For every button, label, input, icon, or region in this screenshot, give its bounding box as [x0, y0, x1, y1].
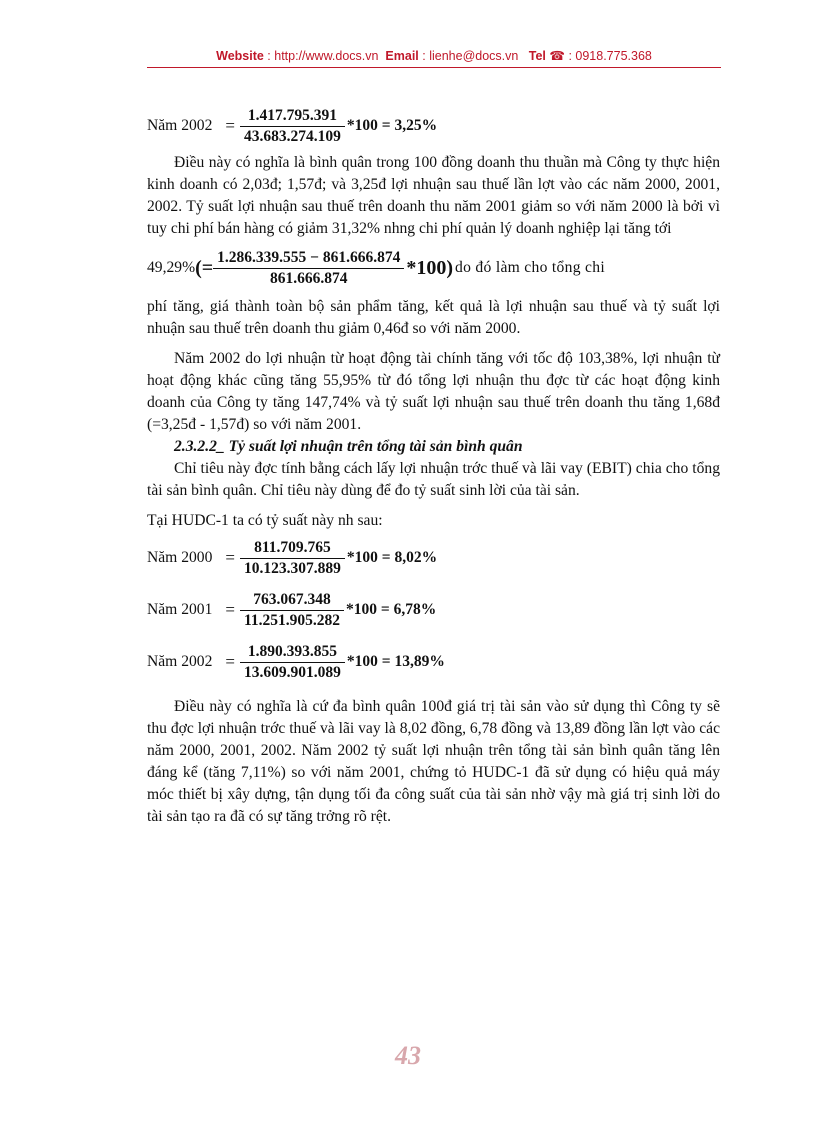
equals-sign: = — [225, 548, 235, 567]
equation-year: Năm 2002 — [147, 653, 213, 670]
intro-line: Tại HUDC-1 ta có tỷ suất này nh sau: — [147, 512, 383, 529]
website-sep: : — [263, 49, 275, 63]
section-heading: 2.3.2.2_ Tỷ suất lợi nhuận trên tổng tài sản bình quân — [174, 438, 523, 455]
fraction — [240, 538, 345, 579]
equation-result: *100 = 8,02% — [346, 549, 438, 566]
fraction-denominator: 11.251.905.282 — [244, 611, 341, 629]
tel-value: : 0918.775.368 — [564, 49, 652, 63]
inline-equation-suffix: do đó làm cho tổng chi — [455, 259, 605, 276]
inline-equation-prefix: 49,29% — [147, 259, 196, 276]
equation-result: *100 = 13,89% — [346, 653, 445, 670]
paragraph-3: Chỉ tiêu này đợc tính bằng cách lấy lợi nhuận trớc thuế và lãi vay (EBIT) chia cho tổng tài sản bình quân. Chỉ tiêu này dùng để đo tỷ suất sinh lời của tài sản. — [147, 460, 720, 499]
equation-year: Năm 2000 — [147, 549, 213, 566]
fraction-denominator: 13.609.901.089 — [244, 663, 341, 681]
equation-2002-roa — [147, 636, 720, 688]
inline-equation-open: (= — [195, 257, 214, 279]
fraction-denominator: 10.123.307.889 — [244, 559, 341, 577]
equation-2001-roa — [147, 584, 720, 636]
paragraph-2: Năm 2002 do lợi nhuận từ hoạt động tài chính tăng với tốc độ 103,38%, lợi nhuận từ hoạt động khác cũng tăng 55,95% từ đó tổng lợi nhuận thu đợc từ các hoạt động kinh doanh của Công ty tăng 147,74% và tỷ suất lợi nhuận sau thuế trên doanh thu tăng 1,68đ (=3,25đ - 1,57đ) so với năm 2001. — [147, 350, 720, 433]
fraction-numerator: 811.709.765 — [254, 538, 331, 556]
inline-equation-tail: *100) — [406, 257, 454, 279]
website-label: Website — [216, 49, 264, 63]
equation-year: Năm 2002 — [147, 117, 213, 134]
equals-sign: = — [225, 652, 235, 671]
equation-result: *100 = 6,78% — [346, 601, 437, 618]
fraction-numerator: 1.417.795.391 — [247, 106, 337, 124]
fraction-numerator: 1.890.393.855 — [247, 642, 337, 660]
equation-2002-net-margin — [147, 100, 720, 152]
website-url[interactable]: http://www.docs.vn — [274, 49, 379, 63]
fraction-numerator: 1.286.339.555 − 861.666.874 — [217, 248, 401, 266]
paragraph-1: Điều này có nghĩa là bình quân trong 100 đồng doanh thu thuần mà Công ty thực hiện kinh doanh có 2,03đ; 1,57đ; và 3,25đ lợi nhuận sau thuế lần lợt vào các năm 2000, 2001, 2002. Tỷ suất lợi nhuận sau thuế trên doanh thu năm 2001 giảm so với năm 2000 là bởi vì tuy chi phí bán hàng có giảm 31,32% nhng chi phí quản lý doanh nghiệp lại tăng tới — [147, 154, 720, 237]
telephone-icon: ☎ — [549, 49, 565, 63]
tel-label: Tel — [528, 49, 546, 63]
equation-year: Năm 2001 — [147, 601, 213, 618]
page-header — [147, 48, 721, 63]
equals-sign: = — [225, 600, 235, 619]
page-number: 43 — [395, 1041, 421, 1070]
email-value[interactable]: lienhe@docs.vn — [429, 49, 519, 63]
fraction — [240, 106, 345, 147]
paragraph-1-continued: phí tăng, giá thành toàn bộ sản phẩm tăng, kết quả là lợi nhuận sau thuế và tỷ suất lợi nhuận sau thuế trên doanh thu giảm 0,46đ so với năm 2000. — [147, 298, 720, 337]
inline-equation-admin-cost — [147, 240, 720, 296]
fraction-numerator: 763.067.348 — [253, 590, 331, 608]
equation-2000-roa — [147, 532, 720, 584]
header-rule — [147, 67, 721, 68]
email-label: Email — [385, 49, 419, 63]
paragraph-4: Điều này có nghĩa là cứ đa bình quân 100đ giá trị tài sản vào sử dụng thì Công ty sẽ thu đợc lợi nhuận trớc thuế và lãi vay là 8,02 đồng, 6,78 đồng và 13,89 đồng lần lợt vào các năm 2000, 2001, 2002. Năm 2002 tỷ suất lợi nhuận trên tổng tài sản bình quân tăng lên đáng kể (tăng 7,11%) so với năm 2001, chứng tỏ HUDC-1 đã sử dụng có hiệu quả máy móc thiết bị xây dựng, tận dụng tối đa công suất của tài sản nhờ vậy mà giá trị sinh lời do tài sản tạo ra đã có sự tăng trởng rõ rệt. — [147, 698, 720, 825]
fraction — [240, 590, 344, 631]
document-body — [147, 100, 720, 828]
equals-sign: = — [225, 116, 235, 135]
equation-result: *100 = 3,25% — [346, 117, 438, 134]
fraction — [240, 642, 345, 683]
email-sep: : — [418, 49, 430, 63]
fraction-denominator: 43.683.274.109 — [244, 127, 341, 145]
fraction — [213, 248, 404, 289]
fraction-denominator: 861.666.874 — [270, 269, 348, 287]
